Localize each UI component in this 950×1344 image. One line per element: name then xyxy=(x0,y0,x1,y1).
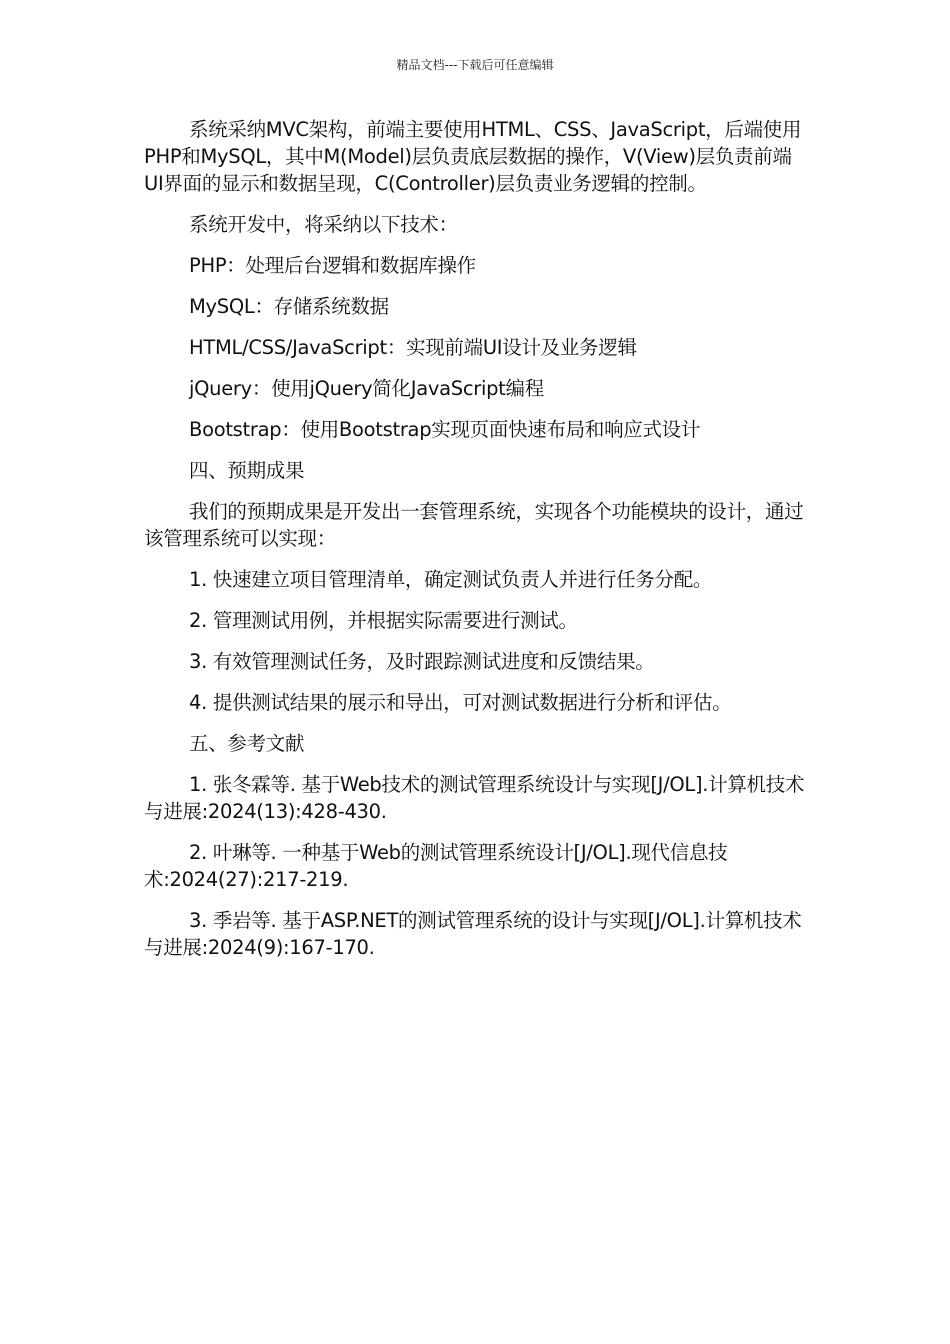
section-heading-references: 五、参考文献 xyxy=(189,732,305,755)
result-item-1: 1. 快速建立项目管理清单，确定测试负责人并进行任务分配。 xyxy=(189,568,713,591)
reference-item-1: 1. 张冬霖等. 基于Web技术的测试管理系统设计与实现[J/OL].计算机技术与进展:2024(13):428-430. xyxy=(144,773,805,823)
result-item-3: 3. 有效管理测试任务，及时跟踪测试进度和反馈结果。 xyxy=(189,650,655,673)
page-header: 精品文档---下载后可任意编辑 xyxy=(396,58,554,72)
tech-item-jquery: jQuery：使用jQuery简化JavaScript编程 xyxy=(189,377,544,400)
section-heading-expected-results: 四、预期成果 xyxy=(189,459,305,482)
paragraph-architecture: 系统采纳MVC架构，前端主要使用HTML、CSS、JavaScript，后端使用PHP和MySQL，其中M(Model)层负责底层数据的操作，V(View)层负责前端UI界面的显示和数据呈现，C(Controller)层负责业务逻辑的控制。 xyxy=(144,118,802,195)
tech-item-bootstrap: Bootstrap：使用Bootstrap实现页面快速布局和响应式设计 xyxy=(189,418,701,441)
result-item-2: 2. 管理测试用例，并根据实际需要进行测试。 xyxy=(189,609,578,632)
result-item-4: 4. 提供测试结果的展示和导出，可对测试数据进行分析和评估。 xyxy=(189,691,732,714)
reference-item-2: 2. 叶琳等. 一种基于Web的测试管理系统设计[J/OL].现代信息技术:2024(27):217-219. xyxy=(144,841,728,891)
document-body xyxy=(144,116,810,975)
paragraph-expected-results: 我们的预期成果是开发出一套管理系统，实现各个功能模块的设计，通过该管理系统可以实现： xyxy=(144,500,804,550)
tech-item-php: PHP：处理后台逻辑和数据库操作 xyxy=(189,254,476,277)
tech-item-mysql: MySQL：存储系统数据 xyxy=(189,295,389,318)
paragraph-tech-intro: 系统开发中，将采纳以下技术： xyxy=(189,213,458,236)
reference-item-3: 3. 季岩等. 基于ASP.NET的测试管理系统的设计与实现[J/OL].计算机技术与进展:2024(9):167-170. xyxy=(144,909,802,959)
tech-item-html-css-js: HTML/CSS/JavaScript：实现前端UI设计及业务逻辑 xyxy=(189,336,637,359)
